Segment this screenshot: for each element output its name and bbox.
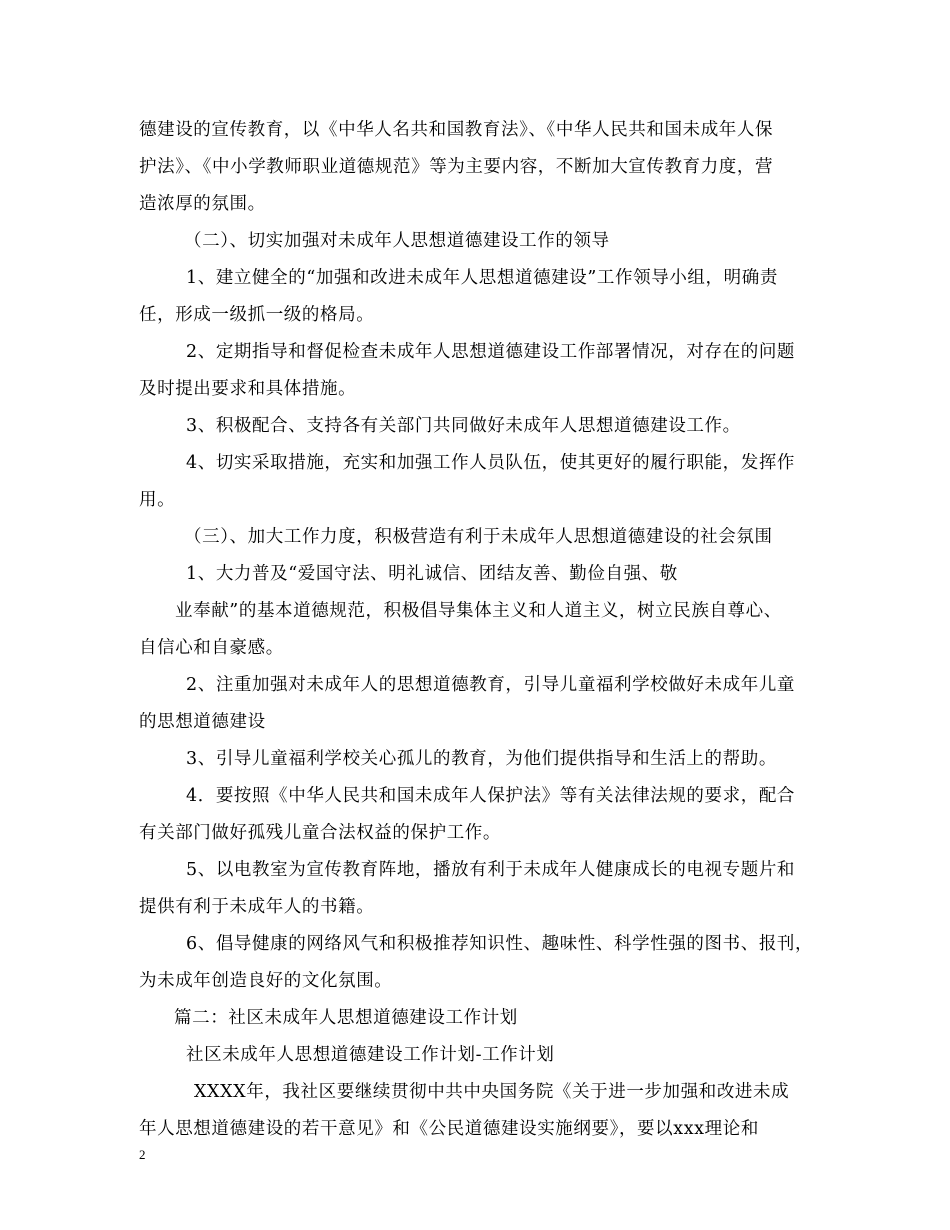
article-heading: 篇二：社区未成年人思想道德建设工作计划 [174,1008,518,1028]
text-line: 2、注重加强对未成年人的思想道德教育，引导儿童福利学校做好未成年儿童 [186,675,796,695]
text-line: 为未成年创造良好的文化氛围。 [139,971,393,991]
text-line: 德建设的宣传教育，以《中华人名共和国教育法》、《中华人民共和国未成年人保 [139,120,774,140]
text-line: XXXX年，我社区要继续贯彻中共中央国务院《关于进一步加强和改进未成 [194,1082,790,1102]
text-line: 及时提出要求和具体措施。 [139,379,357,399]
text-line: 1、建立健全的“加强和改进未成年人思想道德建设”工作领导小组，明确责 [186,268,778,288]
text-line: 护法》、《中小学教师职业道德规范》等为主要内容，不断加大宣传教育力度，营 [139,157,774,177]
page-number: 2 [139,1147,146,1162]
text-line: 年人思想道德建设的若干意见》和《公民道德建设实施纲要》，要以xxx理论和 [139,1119,759,1139]
text-line: 3、引导儿童福利学校关心孤儿的教育，为他们提供指导和生活上的帮助。 [186,749,777,769]
section-heading: （三）、加大工作力度，积极营造有利于未成年人思想道德建设的社会氛围 [184,527,773,547]
text-line: 5、以电教室为宣传教育阵地，播放有利于未成年人健康成长的电视专题片和 [186,860,796,880]
text-line: 6、倡导健康的网络风气和积极推荐知识性、趣味性、科学性强的图书、报刊， [186,934,814,954]
text-line: 自信心和自豪感。 [139,638,284,658]
text-line: 2、定期指导和督促检查未成年人思想道德建设工作部署情况，对存在的问题 [186,342,796,362]
text-line: 用。 [139,490,176,510]
text-line: 有关部门做好孤残儿童合法权益的保护工作。 [139,823,501,843]
section-heading: （二）、切实加强对未成年人思想道德建设工作的领导 [184,231,610,251]
text-line: 业奉献”的基本道德规范，积极倡导集体主义和人道主义，树立民族自尊心、 [175,601,782,621]
text-line: 任，形成一级抓一级的格局。 [139,305,375,325]
article-subtitle: 社区未成年人思想道德建设工作计划-工作计划 [186,1045,555,1065]
text-line: 1、大力普及“爱国守法、明礼诚信、团结友善、勤俭自强、敬 [186,564,678,584]
text-line: 的思想道德建设 [139,712,266,732]
text-line: 3、积极配合、支持各有关部门共同做好未成年人思想道德建设工作。 [186,416,741,436]
text-line: 造浓厚的氛围。 [139,194,266,214]
text-line: 提供有利于未成年人的书籍。 [139,897,375,917]
text-line: 4．要按照《中华人民共和国未成年人保护法》等有关法律法规的要求，配合 [186,786,796,806]
text-line: 4、切实采取措施，充实和加强工作人员队伍，使其更好的履行职能，发挥作 [186,453,796,473]
